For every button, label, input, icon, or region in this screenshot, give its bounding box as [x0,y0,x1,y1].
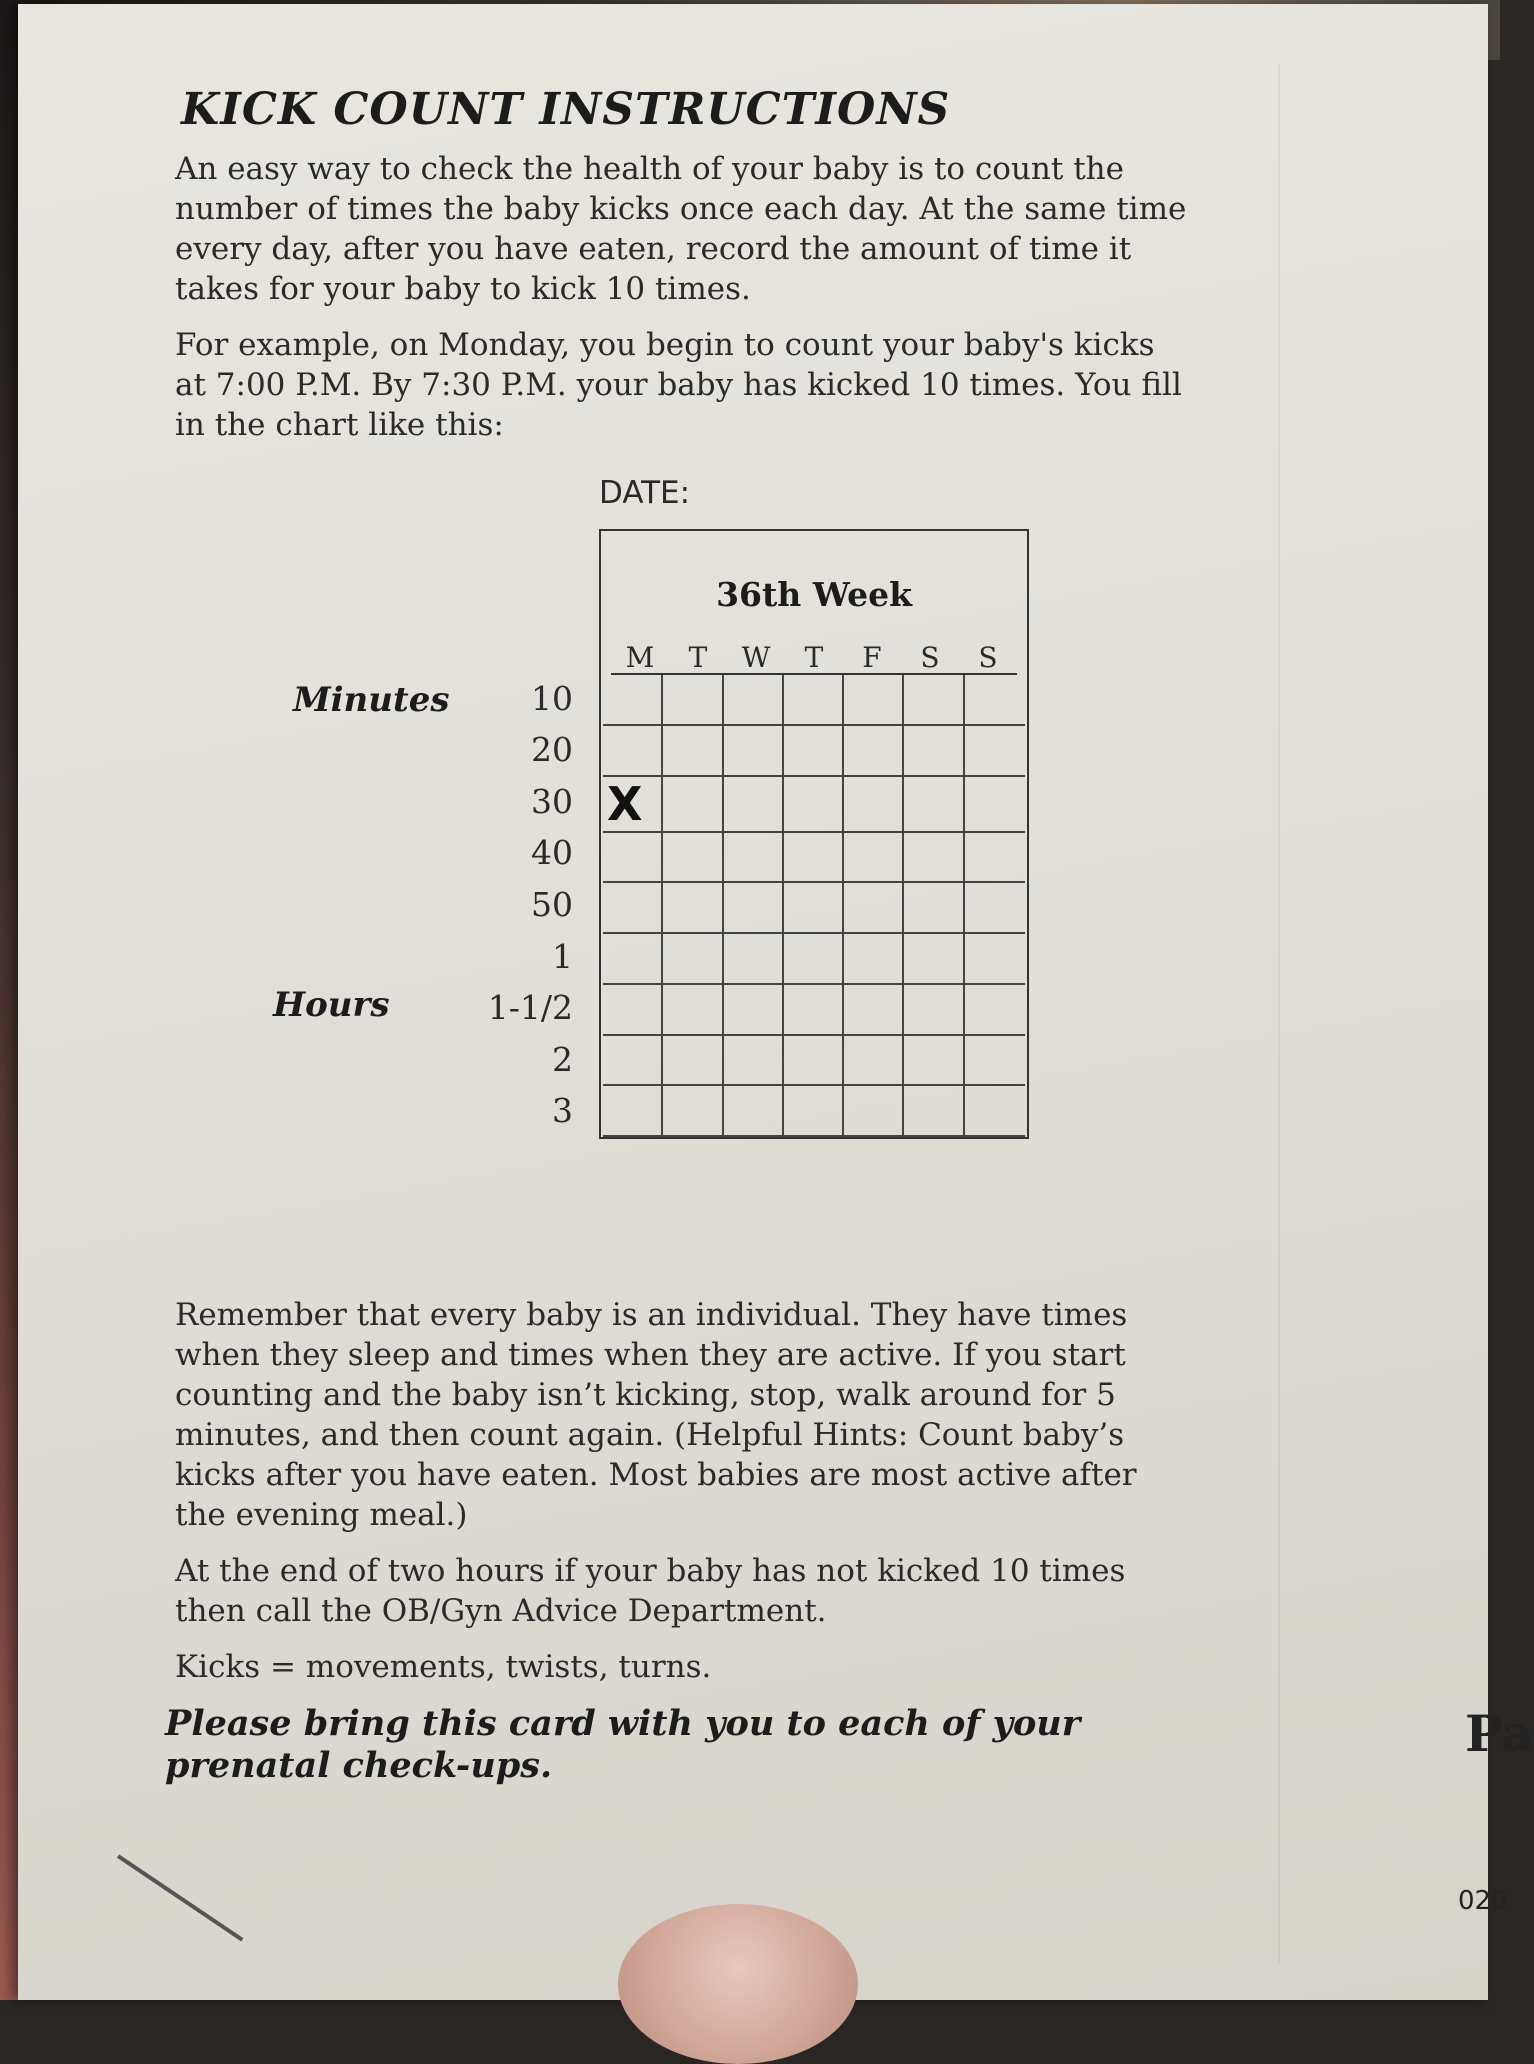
chart-cell [663,934,723,985]
pen-mark [117,1854,244,1941]
chart-cell [663,1086,723,1137]
chart-cell [724,883,784,934]
chart-cell [663,1036,723,1087]
day-header: T [804,641,824,674]
chart-cell [784,934,844,985]
chart-cell [724,934,784,985]
adjacent-page-code: 020 [1458,1886,1508,1916]
chart-cell [784,726,844,777]
week-label: 36th Week [716,575,912,614]
chart-cell [724,985,784,1036]
card-content [153,84,1213,1787]
row-label: 10 [531,678,573,718]
chart-cell [663,777,723,833]
chart-cell [603,1036,663,1087]
chart-cell [603,985,663,1036]
chart-cell [784,1036,844,1087]
chart-cell [965,934,1025,985]
row-label: 1-1/2 [487,988,573,1028]
chart-cell [904,833,964,884]
day-header: F [862,641,882,674]
chart-cell [844,777,904,833]
day-header: S [920,641,940,674]
row-label: 50 [531,885,573,924]
chart-cell [844,726,904,777]
chart-cell [904,726,964,777]
day-header: S [978,641,998,674]
chart-cell [603,726,663,777]
chart-cell [784,777,844,833]
chart-cell [904,675,964,726]
chart-cell [603,833,663,884]
chart-cell [844,1036,904,1087]
chart-cell [663,883,723,934]
chart-cell [904,1086,964,1137]
two-hours-paragraph: At the end of two hours if your baby has not kicked 10 times then call the OB/Gyn Advice Department. [175,1553,1126,1629]
chart-cell [724,726,784,777]
hours-label: Hours [273,985,390,1025]
chart-cell [904,883,964,934]
chart-cell [844,1086,904,1137]
day-header: M [625,641,655,674]
chart-cell [603,883,663,934]
remember-paragraph: Remember that every baby is an individual. They have times when they sleep and times when they are active. If you start counting and the baby isn’t kicking, stop, walk around for 5 minutes, and then count again. (Helpful Hints: Count baby’s kicks after you have eaten. Most babies are most active after the evening meal.) [175,1297,1137,1533]
days-header [611,641,1017,675]
chart-cell [603,934,663,985]
chart-cell [965,675,1025,726]
chart-cell [965,1086,1025,1137]
chart-cell [904,934,964,985]
chart-cell [603,675,663,726]
chart-cell [844,985,904,1036]
chart-cell [904,777,964,833]
row-label: 40 [531,833,573,873]
row-label: 3 [552,1091,573,1131]
chart-cell [663,675,723,726]
chart-cell [784,985,844,1036]
chart-cell [663,833,723,884]
chart-box [599,529,1029,1139]
chart-cell [904,1036,964,1087]
row-label: 30 [531,781,573,821]
day-header: W [741,641,771,674]
date-label: DATE: [599,475,691,511]
chart-cell [844,833,904,884]
chart-cell [965,777,1025,833]
minutes-label: Minutes [293,680,450,720]
adjacent-page-text: Pa [1465,1704,1534,1763]
kick-chart [153,475,1213,1295]
chart-cell [784,833,844,884]
chart-cell [784,883,844,934]
chart-cell [965,833,1025,884]
page-title: KICK COUNT INSTRUCTIONS [181,84,951,135]
intro-paragraph: An easy way to check the health of your baby is to count the number of times the baby kicks once each day. At the same time every day, after you have eaten, record the amount of time it takes for your baby to kick 10 times. [175,151,1187,307]
row-label: 2 [552,1039,573,1079]
chart-cell [724,1036,784,1087]
chart-cell [784,1086,844,1137]
chart-cell [724,777,784,833]
row-label: 1 [552,936,573,976]
kicks-definition: Kicks = movements, twists, turns. [175,1649,712,1685]
chart-cell [844,883,904,934]
chart-cell: X [603,777,663,833]
chart-cell [724,1086,784,1137]
instruction-card [18,4,1534,2000]
chart-cell [844,934,904,985]
card-fold [1278,64,1280,1964]
example-paragraph: For example, on Monday, you begin to count your baby's kicks at 7:00 P.M. By 7:30 P.M. your baby has kicked 10 times. You fill in the chart like this: [175,327,1182,443]
reminder-text: Please bring this card with you to each of your prenatal check-ups. [165,1703,1081,1786]
chart-grid [603,675,1025,1137]
chart-cell [784,675,844,726]
chart-cell [663,726,723,777]
chart-cell [965,726,1025,777]
chart-cell [603,1086,663,1137]
chart-cell [844,675,904,726]
chart-cell [965,883,1025,934]
chart-cell [965,985,1025,1036]
chart-cell [724,675,784,726]
day-header: T [688,641,708,674]
thumb [618,1904,858,2064]
row-label: 20 [531,730,573,770]
chart-cell [965,1036,1025,1087]
chart-cell [663,985,723,1036]
chart-cell [724,833,784,884]
chart-cell [904,985,964,1036]
